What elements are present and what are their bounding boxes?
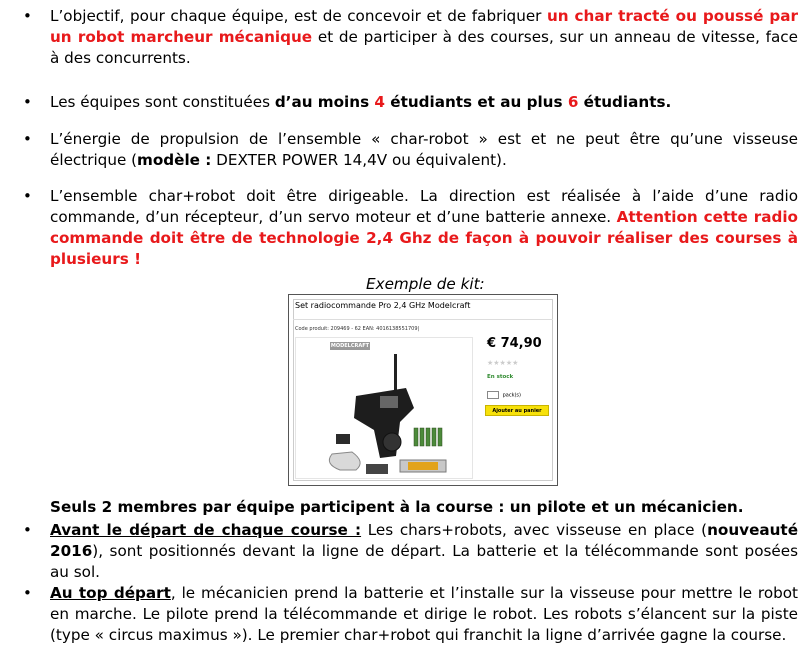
quantity-input <box>487 391 499 399</box>
members-statement: Seuls 2 membres par équipe participent à la course : un pilote et un mécanicien. <box>50 498 744 516</box>
paragraph-steering: L’ensemble char+robot doit être dirigeable. La direction est réalisée à l’aide d’une radio commande, d’un récepteur, d’un servo moteur et d’une batterie annexe. Attention cette radio commande doit être de technologie 2,4 Ghz de façon à pouvoir réaliser des courses à plusieurs ! <box>50 187 798 268</box>
add-to-cart-button: Ajouter au panier <box>485 405 549 416</box>
radio-transmitter-icon <box>296 338 472 478</box>
brand-logo: MODELCRAFT <box>330 343 370 349</box>
kit-price: € 74,90 <box>487 336 542 351</box>
bullet-icon: • <box>23 130 32 148</box>
bullet-icon: • <box>23 584 32 602</box>
quantity-field <box>487 391 521 401</box>
kit-divider <box>293 319 553 320</box>
bullet-icon: • <box>23 521 32 539</box>
quantity-unit: pack(s) <box>502 392 521 399</box>
paragraph-objective: L’objectif, pour chaque équipe, est de concevoir et de fabriquer un char tracté ou poussé par un robot marcheur mécanique et de participer à des courses, sur un anneau de vitesse, face à des concurrents. <box>50 7 798 67</box>
bullet-icon: • <box>23 187 32 205</box>
kit-photo <box>295 337 473 479</box>
bullet-icon: • <box>23 93 32 111</box>
kit-product-image <box>288 294 558 486</box>
kit-title: Set radiocommande Pro 2,4 GHz Modelcraft <box>295 301 471 310</box>
kit-product-code: Code produit: 209469 - 62 EAN: 4016138551709| <box>295 326 420 332</box>
kit-caption: Exemple de kit: <box>366 275 485 293</box>
stock-status: En stock <box>487 374 514 380</box>
paragraph-teams: Les équipes sont constituées d’au moins 4 étudiants et au plus 6 étudiants. <box>50 93 672 111</box>
paragraph-start: Au top départ, le mécanicien prend la batterie et l’installe sur la visseuse pour mettre le robot en marche. Le pilote prend la télécommande et dirige le robot. Les robots s’élancent sur la piste (type « circus maximus »). Le premier char+robot qui franchit la ligne d’arrivée gagne la course. <box>50 584 799 644</box>
rating-stars: ★★★★★ <box>487 359 519 367</box>
bullet-icon: • <box>23 7 32 25</box>
paragraph-propulsion: L’énergie de propulsion de l’ensemble « char-robot » est et ne peut être qu’une visseuse électrique (modèle : DEXTER POWER 14,4V ou équivalent). <box>50 130 798 169</box>
paragraph-before-start: Avant le départ de chaque course : Les chars+robots, avec visseuse en place (nouveauté 2016), sont positionnés devant la ligne de départ. La batterie et la télécommande sont posées au sol. <box>50 521 798 581</box>
